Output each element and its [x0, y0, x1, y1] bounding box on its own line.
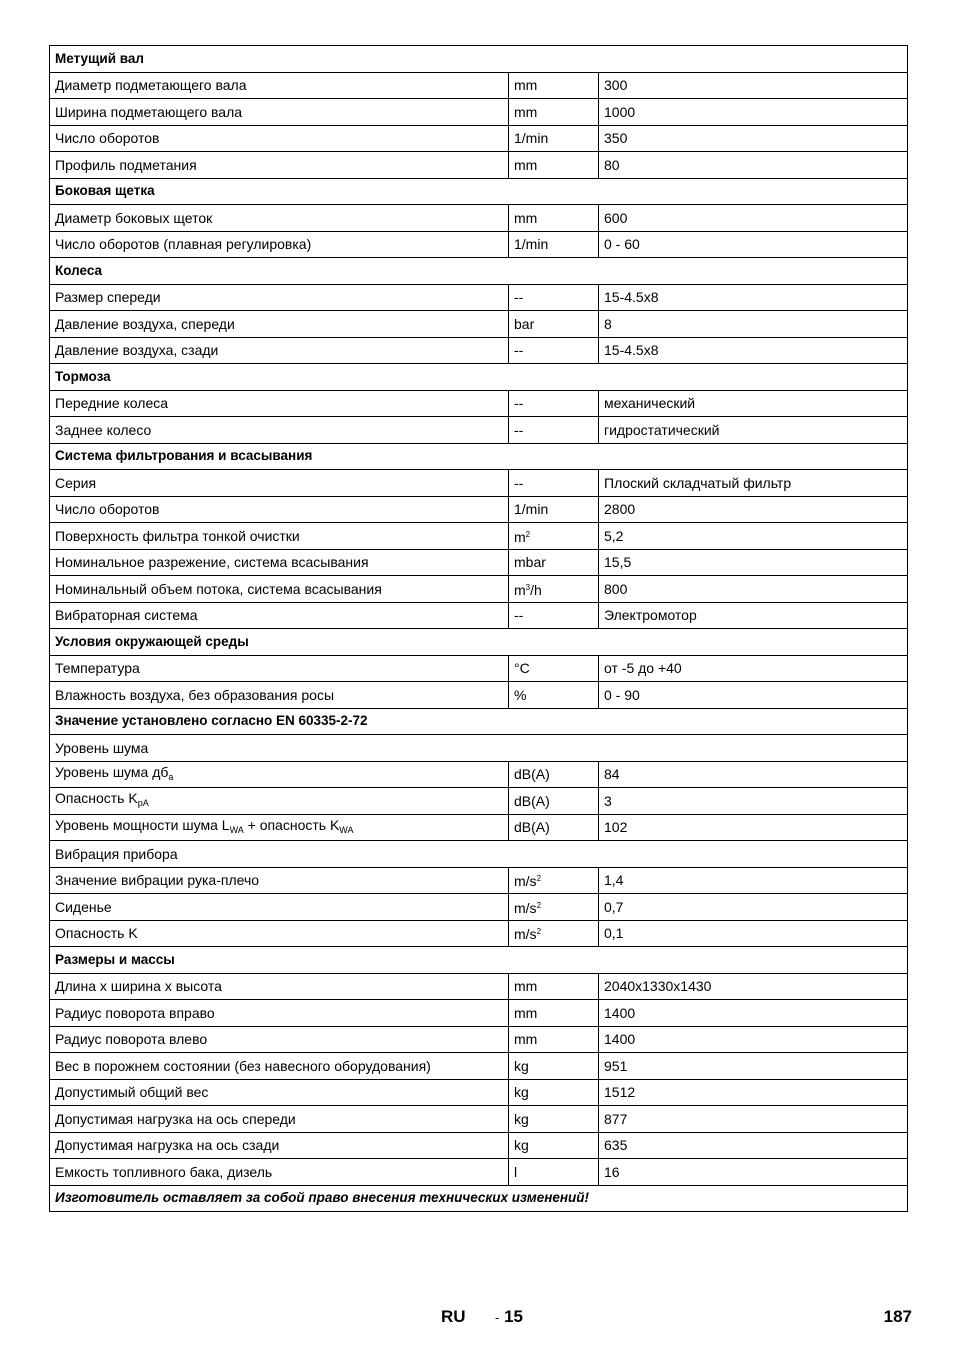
spec-unit-suffix: /h: [530, 581, 542, 598]
spec-name: [50, 470, 509, 497]
spec-name: [50, 973, 509, 1000]
spec-value: от -5 до +40: [599, 655, 908, 682]
spec-row: [50, 655, 908, 682]
spec-unit-text: m/s: [514, 899, 537, 916]
section-header-row: [50, 708, 908, 735]
spec-unit-text: dB(A): [514, 766, 550, 783]
spec-unit-text: dB(A): [514, 819, 550, 836]
footer-local-page: [495, 1307, 523, 1327]
spec-name: [50, 549, 509, 576]
spec-value: 84: [599, 761, 908, 788]
spec-value: 5,2: [599, 523, 908, 550]
spec-row: [50, 894, 908, 921]
spec-name-text: Поверхность фильтра тонкой очистки: [55, 527, 300, 544]
spec-unit-text: mm: [514, 77, 538, 94]
spec-value: 15-4.5x8: [599, 337, 908, 364]
spec-unit-text: --: [514, 421, 524, 438]
spec-unit-text: 1/min: [514, 130, 549, 147]
section-title: Значение установлено согласно EN 60335-2-72: [50, 708, 908, 735]
spec-value: 15-4.5x8: [599, 284, 908, 311]
spec-unit: [509, 231, 599, 258]
section-header-row: [50, 258, 908, 285]
spec-name-text: Допустимая нагрузка на ось спереди: [55, 1110, 296, 1127]
spec-name: [50, 920, 509, 947]
spec-row: [50, 1159, 908, 1186]
spec-name-text: Радиус поворота влево: [55, 1031, 208, 1048]
spec-unit-text: 1/min: [514, 236, 549, 253]
spec-row: [50, 761, 908, 788]
spec-unit: [509, 1106, 599, 1133]
spec-name-text: Заднее колесо: [55, 421, 152, 438]
spec-name-text: Диаметр боковых щеток: [55, 209, 213, 226]
spec-row: [50, 125, 908, 152]
spec-name-text: Длина x ширина x высота: [55, 978, 222, 995]
spec-name-text: Вибраторная система: [55, 607, 198, 624]
spec-name: [50, 1079, 509, 1106]
spec-name-text: Число оборотов: [55, 130, 160, 147]
spec-value: 3: [599, 788, 908, 815]
spec-row: [50, 231, 908, 258]
spec-unit-text: --: [514, 395, 524, 412]
footer-local-page-number: 15: [504, 1307, 523, 1326]
spec-row: [50, 576, 908, 603]
spec-name: [50, 390, 509, 417]
spec-unit-text: mm: [514, 209, 538, 226]
spec-value: 80: [599, 152, 908, 179]
spec-unit-superscript: 3: [525, 582, 531, 592]
spec-unit: [509, 470, 599, 497]
spec-unit: [509, 814, 599, 841]
spec-unit: [509, 337, 599, 364]
spec-unit-text: mm: [514, 156, 538, 173]
spec-name: [50, 1106, 509, 1133]
footer-dash: -: [495, 1310, 500, 1325]
spec-row: [50, 72, 908, 99]
technical-data-table: [49, 45, 908, 1212]
subsection-title: Вибрация прибора: [50, 841, 908, 868]
spec-value: 300: [599, 72, 908, 99]
spec-unit-text: l: [514, 1163, 518, 1180]
spec-value: 1000: [599, 99, 908, 126]
spec-name-text: Опасность K: [55, 925, 138, 942]
spec-unit: [509, 284, 599, 311]
spec-value: 15,5: [599, 549, 908, 576]
spec-unit-text: %: [514, 686, 527, 703]
spec-value: 0 - 90: [599, 682, 908, 709]
spec-value: 2040x1330x1430: [599, 973, 908, 1000]
spec-unit: [509, 1132, 599, 1159]
spec-unit-text: kg: [514, 1110, 529, 1127]
spec-unit: [509, 1159, 599, 1186]
spec-row: [50, 814, 908, 841]
spec-value: 1400: [599, 1000, 908, 1027]
spec-unit: [509, 602, 599, 629]
spec-name-text: Уровень шума дб: [55, 763, 169, 780]
spec-unit-text: --: [514, 342, 524, 359]
spec-unit-text: m: [514, 528, 526, 545]
spec-unit: [509, 655, 599, 682]
spec-name-text: Температура: [55, 660, 140, 677]
spec-unit: [509, 99, 599, 126]
spec-name: [50, 231, 509, 258]
spec-row: [50, 1000, 908, 1027]
spec-name-text: Передние колеса: [55, 395, 169, 412]
spec-unit-text: °C: [514, 660, 530, 677]
section-title: Боковая щетка: [50, 178, 908, 205]
spec-value: 1512: [599, 1079, 908, 1106]
spec-unit: [509, 1079, 599, 1106]
spec-name: [50, 576, 509, 603]
spec-name: [50, 284, 509, 311]
spec-unit: [509, 1000, 599, 1027]
spec-unit-superscript: 2: [536, 900, 542, 910]
spec-value: 0,7: [599, 894, 908, 921]
section-header-row: [50, 364, 908, 391]
spec-value: 951: [599, 1053, 908, 1080]
spec-name: [50, 655, 509, 682]
spec-name-text: Число оборотов (плавная регулировка): [55, 236, 312, 253]
spec-row: [50, 311, 908, 338]
footer-page-number: 187: [883, 1307, 912, 1326]
spec-unit-text: 1/min: [514, 501, 549, 518]
subsection-row: [50, 735, 908, 762]
spec-name-text: Допустимый общий вес: [55, 1084, 209, 1101]
spec-unit-text: bar: [514, 315, 535, 332]
spec-name-text: Вес в порожнем состоянии (без навесного оборудования): [55, 1057, 431, 1074]
spec-name-text: Давление воздуха, сзади: [55, 342, 219, 359]
spec-name: [50, 894, 509, 921]
spec-value: 8: [599, 311, 908, 338]
spec-unit-text: kg: [514, 1057, 529, 1074]
spec-unit-text: kg: [514, 1084, 529, 1101]
spec-unit: [509, 761, 599, 788]
spec-row: [50, 602, 908, 629]
spec-name-text: Давление воздуха, спереди: [55, 315, 235, 332]
spec-unit: [509, 72, 599, 99]
section-title: Условия окружающей среды: [50, 629, 908, 656]
spec-row: [50, 1026, 908, 1053]
section-header-row: [50, 947, 908, 974]
spec-name-text: Влажность воздуха, без образования росы: [55, 686, 335, 703]
spec-name: [50, 152, 509, 179]
spec-unit: [509, 523, 599, 550]
spec-row: [50, 417, 908, 444]
spec-value: механический: [599, 390, 908, 417]
spec-name-text: Уровень мощности шума L: [55, 816, 230, 833]
spec-name-text: Значение вибрации рука-плечо: [55, 872, 260, 889]
spec-unit-text: m/s: [514, 873, 537, 890]
spec-unit-text: dB(A): [514, 792, 550, 809]
spec-name: [50, 311, 509, 338]
subsection-row: [50, 841, 908, 868]
spec-row: [50, 1053, 908, 1080]
spec-name: [50, 205, 509, 232]
spec-row: [50, 205, 908, 232]
spec-row: [50, 973, 908, 1000]
section-title: Тормоза: [50, 364, 908, 391]
spec-name: [50, 867, 509, 894]
spec-name-text: Радиус поворота вправо: [55, 1004, 215, 1021]
spec-unit: [509, 788, 599, 815]
spec-unit-text: m/s: [514, 926, 537, 943]
spec-value: 102: [599, 814, 908, 841]
spec-unit-text: mbar: [514, 554, 546, 571]
spec-row: [50, 523, 908, 550]
spec-name-text: Номинальное разрежение, система всасывания: [55, 554, 369, 571]
spec-value: 350: [599, 125, 908, 152]
spec-name-text: Номинальный объем потока, система всасывания: [55, 580, 382, 597]
note-text: Изготовитель оставляет за собой право внесения технических изменений!: [50, 1185, 908, 1212]
spec-unit: [509, 390, 599, 417]
technical-data-body: [50, 46, 908, 1212]
spec-unit: [509, 867, 599, 894]
section-title: Размеры и массы: [50, 947, 908, 974]
spec-name: [50, 496, 509, 523]
note-row: [50, 1185, 908, 1212]
spec-row: [50, 470, 908, 497]
spec-value: 800: [599, 576, 908, 603]
spec-name: [50, 788, 509, 815]
spec-name: [50, 1132, 509, 1159]
spec-name: [50, 99, 509, 126]
spec-unit-text: --: [514, 607, 524, 624]
section-header-row: [50, 443, 908, 470]
spec-name: [50, 523, 509, 550]
spec-value: 635: [599, 1132, 908, 1159]
spec-name: [50, 602, 509, 629]
spec-unit: [509, 894, 599, 921]
spec-value: 2800: [599, 496, 908, 523]
spec-unit-text: --: [514, 474, 524, 491]
spec-name-text: Сиденье: [55, 898, 112, 915]
spec-value: 877: [599, 1106, 908, 1133]
spec-row: [50, 549, 908, 576]
spec-name-subscript: WA: [339, 824, 354, 835]
spec-name-text: Диаметр подметающего вала: [55, 77, 247, 94]
spec-unit: [509, 152, 599, 179]
spec-name-subscript: pA: [137, 798, 149, 809]
spec-name: [50, 814, 509, 841]
spec-name-subscript: WA: [229, 824, 244, 835]
spec-value: 0 - 60: [599, 231, 908, 258]
spec-name: [50, 125, 509, 152]
spec-unit-text: mm: [514, 978, 538, 995]
spec-unit: [509, 682, 599, 709]
spec-row: [50, 496, 908, 523]
spec-name: [50, 1053, 509, 1080]
spec-row: [50, 390, 908, 417]
spec-name-text: Ширина подметающего вала: [55, 103, 243, 120]
spec-unit-text: mm: [514, 1031, 538, 1048]
spec-unit-superscript: 2: [536, 874, 542, 884]
spec-row: [50, 284, 908, 311]
spec-row: [50, 1106, 908, 1133]
spec-value: Плоский складчатый фильтр: [599, 470, 908, 497]
spec-unit: [509, 205, 599, 232]
spec-unit: [509, 549, 599, 576]
spec-unit-text: mm: [514, 1004, 538, 1021]
spec-name: [50, 417, 509, 444]
spec-row: [50, 1079, 908, 1106]
spec-unit: [509, 973, 599, 1000]
spec-name: [50, 337, 509, 364]
spec-unit-text: m: [514, 581, 526, 598]
spec-name: [50, 1000, 509, 1027]
spec-name-text: Число оборотов: [55, 501, 160, 518]
spec-row: [50, 99, 908, 126]
spec-unit: [509, 576, 599, 603]
section-title: Метущий вал: [50, 46, 908, 73]
spec-unit: [509, 1026, 599, 1053]
spec-value: 1400: [599, 1026, 908, 1053]
spec-name-continuation: + опасность K: [243, 816, 340, 833]
spec-name: [50, 682, 509, 709]
section-header-row: [50, 629, 908, 656]
spec-name-text: Емкость топливного бака, дизель: [55, 1163, 273, 1180]
spec-value: гидростатический: [599, 417, 908, 444]
footer-language: RU: [441, 1307, 466, 1326]
spec-unit: [509, 417, 599, 444]
spec-unit: [509, 311, 599, 338]
spec-name-text: Профиль подметания: [55, 156, 197, 173]
spec-unit-text: mm: [514, 103, 538, 120]
spec-row: [50, 682, 908, 709]
spec-unit: [509, 920, 599, 947]
section-header-row: [50, 178, 908, 205]
spec-unit-text: kg: [514, 1137, 529, 1154]
spec-row: [50, 337, 908, 364]
spec-value: 16: [599, 1159, 908, 1186]
spec-name: [50, 72, 509, 99]
spec-row: [50, 152, 908, 179]
spec-name: [50, 1026, 509, 1053]
spec-value: 0,1: [599, 920, 908, 947]
spec-unit-superscript: 2: [525, 529, 531, 539]
spec-name-text: Опасность K: [55, 790, 138, 807]
spec-row: [50, 788, 908, 815]
spec-value: Электромотор: [599, 602, 908, 629]
spec-unit: [509, 496, 599, 523]
spec-name: [50, 1159, 509, 1186]
spec-value: 1,4: [599, 867, 908, 894]
spec-unit-superscript: 2: [536, 927, 542, 937]
spec-name-text: Допустимая нагрузка на ось сзади: [55, 1137, 280, 1154]
section-header-row: [50, 46, 908, 73]
spec-row: [50, 920, 908, 947]
spec-name-text: Серия: [55, 474, 97, 491]
spec-row: [50, 867, 908, 894]
spec-name-subscript: a: [168, 771, 174, 782]
spec-row: [50, 1132, 908, 1159]
spec-unit: [509, 1053, 599, 1080]
spec-unit-text: --: [514, 289, 524, 306]
spec-unit: [509, 125, 599, 152]
subsection-title: Уровень шума: [50, 735, 908, 762]
spec-name: [50, 761, 509, 788]
section-title: Система фильтрования и всасывания: [50, 443, 908, 470]
section-title: Колеса: [50, 258, 908, 285]
spec-value: 600: [599, 205, 908, 232]
spec-name-text: Размер спереди: [55, 289, 161, 306]
